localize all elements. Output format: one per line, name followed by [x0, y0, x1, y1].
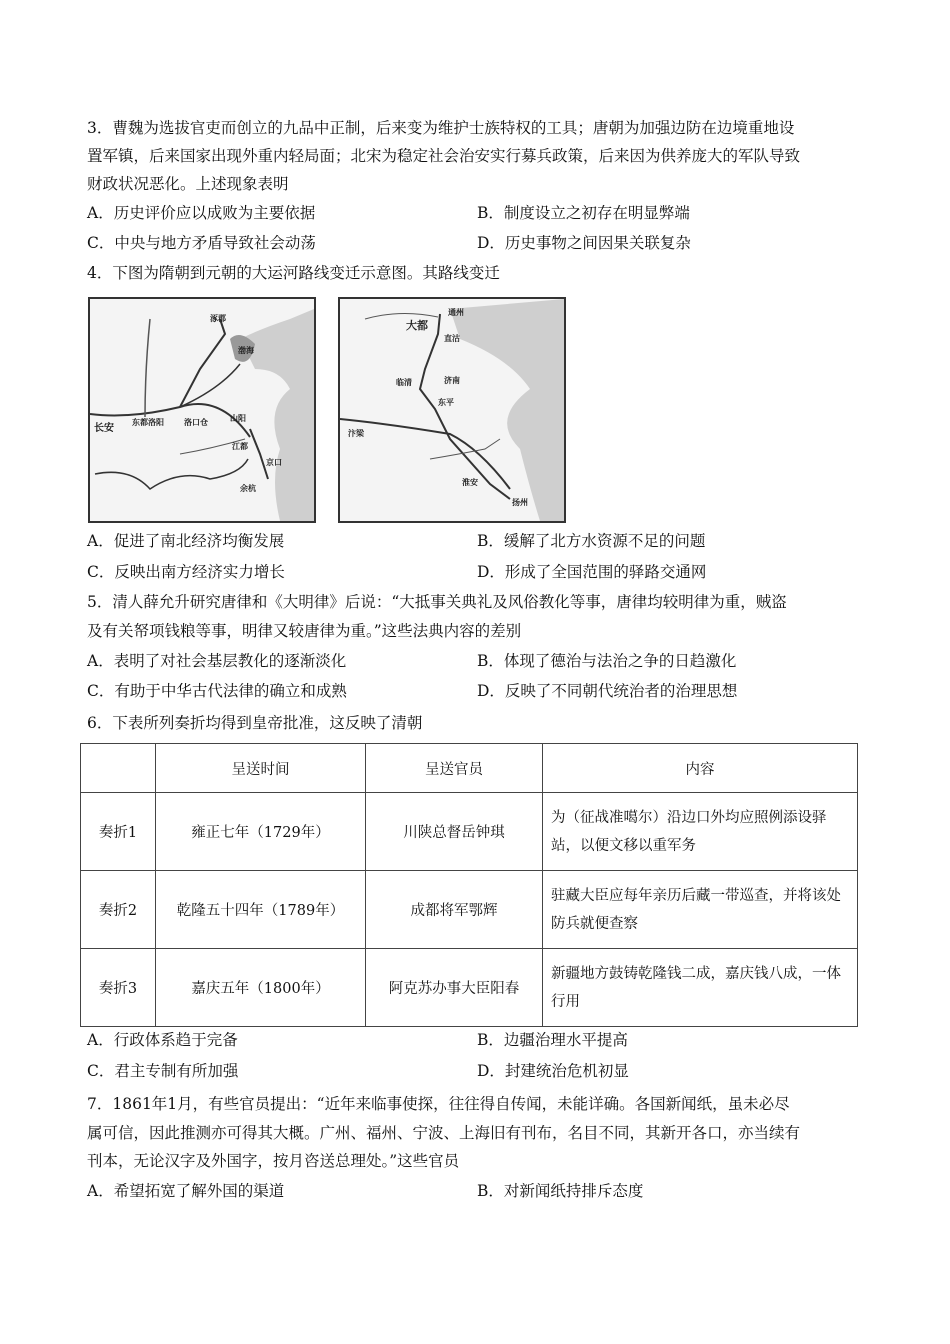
- map-label: 余杭: [240, 483, 256, 493]
- q3-stem-line: 置军镇，后来国家出现外重内轻局面；北宋为稳定社会治安实行募兵政策，后来因为供养庞大的军队导致: [87, 147, 801, 165]
- table-cell: 奏折1: [81, 793, 156, 871]
- q5-stem-line: 及有关帑项钱粮等事，明律又较唐律为重。”这些法典内容的差别: [87, 622, 522, 640]
- q7-option-b: B．对新闻纸持排斥态度: [477, 1182, 644, 1200]
- q4-option-c: C．反映出南方经济实力增长: [87, 563, 285, 581]
- table-cell: 奏折2: [81, 871, 156, 949]
- q7-stem-line: 7．1861年1月，有些官员提出：“近年来临事使探，往往得自传闻，未能详确。各国新闻纸，虽未必尽: [87, 1095, 790, 1113]
- map-label: 江都: [232, 441, 248, 451]
- table-cell: 嘉庆五年（1800年）: [156, 949, 366, 1027]
- table-cell: 新疆地方鼓铸乾隆钱二成，嘉庆钱八成，一体行用: [543, 949, 858, 1027]
- map-label: 汴梁: [348, 428, 364, 438]
- map-label: 东平: [438, 397, 454, 407]
- q6-stem: 6．下表所列奏折均得到皇帝批准，这反映了清朝: [87, 714, 423, 732]
- table-header: 呈送官员: [366, 744, 543, 793]
- q4-stem: 4．下图为隋朝到元朝的大运河路线变迁示意图。其路线变迁: [87, 264, 500, 282]
- map-label: 济南: [444, 375, 460, 385]
- map-label: 淮安: [462, 477, 478, 487]
- map-label: 大都: [406, 319, 428, 332]
- q3-option-b: B．制度设立之初存在明显弊端: [477, 204, 690, 222]
- table-cell: 为（征战准噶尔）沿边口外均应照例添设驿站，以便文移以重军务: [543, 793, 858, 871]
- q3-stem-line: 3．曹魏为选拔官吏而创立的九品中正制，后来变为维护士族特权的工具；唐朝为加强边防在边境重地设: [87, 119, 795, 137]
- q5-stem-line: 5．清人薛允升研究唐律和《大明律》后说：“大抵事关典礼及风俗教化等事，唐律均较明律为重，贼盗: [87, 593, 787, 611]
- q3-option-d: D．历史事物之间因果关联复杂: [477, 234, 691, 252]
- q4-option-b: B．缓解了北方水资源不足的问题: [477, 532, 706, 550]
- table-cell: 驻藏大臣应每年亲历后藏一带巡查，并将该处防兵就便查察: [543, 871, 858, 949]
- map-label: 京口: [266, 457, 282, 467]
- table-cell: 奏折3: [81, 949, 156, 1027]
- map-label: 直沽: [444, 333, 460, 343]
- q5-option-d: D．反映了不同朝代统治者的治理思想: [477, 682, 738, 700]
- q7-option-a: A．希望拓宽了解外国的渠道: [87, 1182, 285, 1200]
- yuan-canal-map: [338, 297, 566, 523]
- table-cell: 阿克苏办事大臣阳春: [366, 949, 543, 1027]
- q6-option-d: D．封建统治危机初显: [477, 1062, 629, 1080]
- memorials-table: [80, 743, 858, 1027]
- map-label: 东都洛阳: [132, 417, 164, 427]
- table-header: [81, 744, 156, 793]
- table-row: [81, 793, 858, 871]
- table-header-row: [81, 744, 858, 793]
- map-label: 通州: [448, 307, 464, 317]
- map-label: 涿郡: [210, 313, 226, 323]
- map-label: 洛口仓: [184, 417, 208, 427]
- table-header: 内容: [543, 744, 858, 793]
- q5-option-a: A．表明了对社会基层教化的逐渐淡化: [87, 652, 347, 670]
- q6-option-c: C．君主专制有所加强: [87, 1062, 239, 1080]
- q5-option-b: B．体现了德治与法治之争的日趋激化: [477, 652, 737, 670]
- q7-stem-line: 刊本，无论汉字及外国字，按月咨送总理处。”这些官员: [87, 1152, 460, 1170]
- q4-option-a: A．促进了南北经济均衡发展: [87, 532, 285, 550]
- table-cell: 成都将军鄂辉: [366, 871, 543, 949]
- map-label: 临清: [396, 377, 412, 387]
- q3-option-a: A．历史评价应以成败为主要依据: [87, 204, 316, 222]
- q4-option-d: D．形成了全国范围的驿路交通网: [477, 563, 707, 581]
- map-label: 扬州: [512, 497, 528, 507]
- map-label: 渤海: [238, 345, 254, 355]
- table-cell: 雍正七年（1729年）: [156, 793, 366, 871]
- table-cell: 乾隆五十四年（1789年）: [156, 871, 366, 949]
- map-label: 长安: [94, 423, 114, 434]
- q7-stem-line: 属可信，因此推测亦可得其大概。广州、福州、宁波、上海旧有刊布，名目不同，其新开各口，亦当续有: [87, 1124, 801, 1142]
- map-label: 山阳: [230, 413, 246, 423]
- table-row: [81, 949, 858, 1027]
- table-cell: 川陕总督岳钟琪: [366, 793, 543, 871]
- q3-stem-line: 财政状况恶化。上述现象表明: [87, 175, 289, 193]
- q6-option-b: B．边疆治理水平提高: [477, 1031, 628, 1049]
- table-row: [81, 871, 858, 949]
- q3-option-c: C．中央与地方矛盾导致社会动荡: [87, 234, 316, 252]
- q5-option-c: C．有助于中华古代法律的确立和成熟: [87, 682, 347, 700]
- sui-canal-map: [88, 297, 316, 523]
- q6-option-a: A．行政体系趋于完备: [87, 1031, 238, 1049]
- table-header: 呈送时间: [156, 744, 366, 793]
